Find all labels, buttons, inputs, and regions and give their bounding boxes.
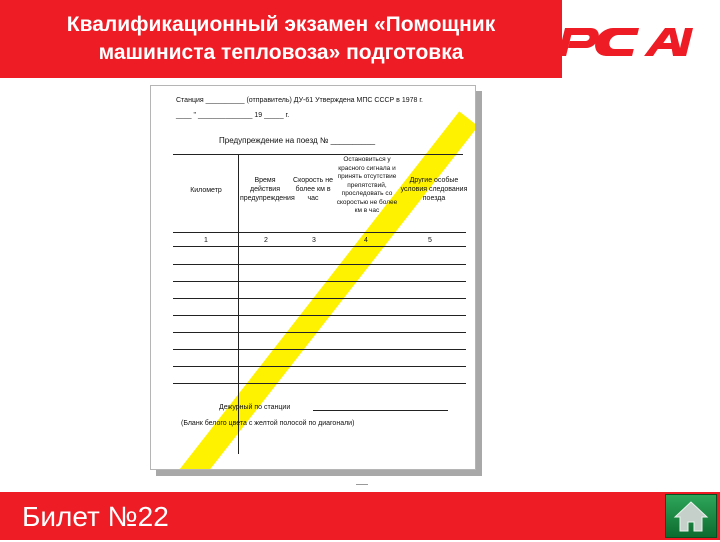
home-button[interactable] [665, 494, 717, 538]
col-num-4: 4 [364, 237, 368, 244]
warning-form [150, 85, 476, 470]
table-row-line [173, 264, 466, 265]
col-num-3: 3 [312, 237, 316, 244]
col-speed-header: Скорость не более км в час [293, 177, 333, 202]
table-row-line [173, 298, 466, 299]
form-heading: Предупреждение на поезд № __________ [219, 136, 376, 145]
home-icon [666, 495, 716, 537]
slide-title-line-2: машиниста тепловоза» подготовка [98, 41, 464, 64]
rzd-logo-icon [562, 0, 720, 78]
form-date-line: ____ " ______________ 19 _____ г. [176, 112, 290, 119]
col-km-header: Километр [190, 187, 222, 194]
col-num-2: 2 [264, 237, 268, 244]
header-bottom-line [173, 232, 466, 233]
table-row-line [173, 281, 466, 282]
ticket-number: Билет №22 [22, 501, 169, 532]
table-row-line [173, 349, 466, 350]
table-row-line [173, 315, 466, 316]
form-header-line: Станция __________ (отправитель) ДУ-61 Утверждена МПС СССР в 1978 г. [176, 97, 423, 104]
table-row-line [173, 332, 466, 333]
form-note: (Бланк белого цвета с желтой полосой по диагонали) [181, 420, 355, 427]
col-stop-header: Остановиться у красного сигнала и принять отсутствие препятствий, проследовать со скоростью не более км в час [336, 156, 398, 214]
col-num-1: 1 [204, 237, 208, 244]
table-row-line [173, 366, 466, 367]
yellow-diagonal-stripe [170, 111, 476, 470]
table-row-line [173, 246, 466, 247]
slide-title-line-1: Квалификационный экзамен «Помощник [66, 13, 496, 36]
col-other-header: Другие особые условия следования поезда [400, 177, 468, 202]
signature-label: Дежурный по станции [219, 404, 291, 411]
signature-line [313, 410, 448, 411]
table-top-line [173, 154, 463, 155]
col-time-header: Время действия предупреждения [240, 177, 295, 202]
col-num-5: 5 [428, 237, 432, 244]
slide-title [0, 0, 562, 78]
page-mark [356, 484, 368, 485]
table-row-line [173, 383, 466, 384]
rzd-logo [562, 0, 720, 78]
